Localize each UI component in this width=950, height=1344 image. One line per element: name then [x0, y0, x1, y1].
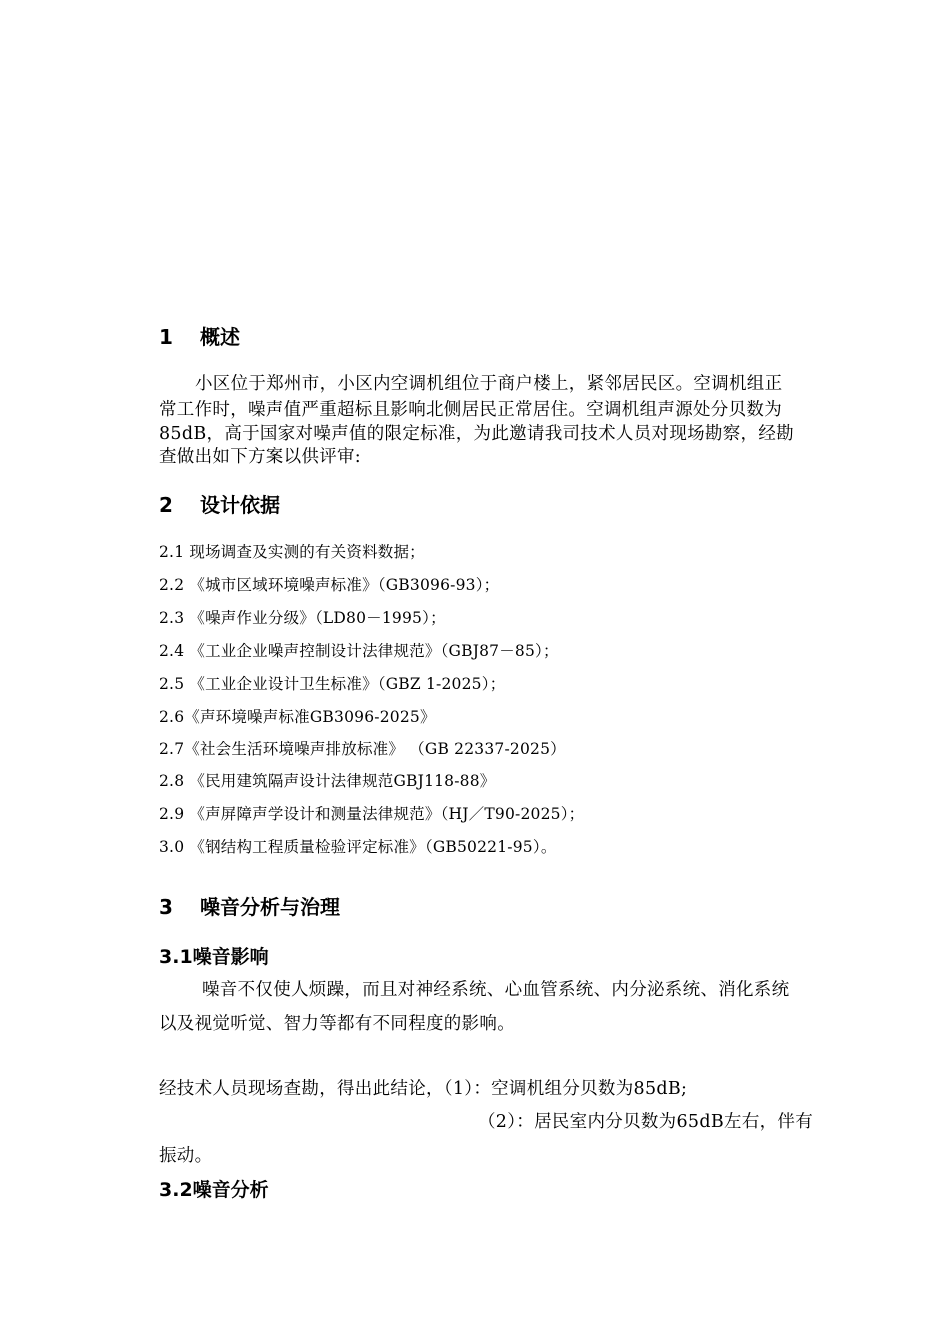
- subsection-3-1-heading: 3.1噪音影响: [159, 946, 269, 968]
- section-number: 3: [159, 895, 173, 919]
- paragraph-line: 噪音不仅使人烦躁，而且对神经系统、心血管系统、内分泌系统、消化系统: [202, 980, 790, 1000]
- paragraph-line: 常工作时，噪声值严重超标且影响北侧居民正常居住。空调机组声源处分贝数为: [159, 400, 782, 420]
- reference-item: 2.4 《工业企业噪声控制设计法律规范》（GBJ87－85）；: [159, 642, 559, 660]
- section-title: 概述: [199, 325, 240, 349]
- paragraph-line: 以及视觉听觉、智力等都有不同程度的影响。: [159, 1014, 515, 1034]
- section-2-heading: [159, 489, 280, 518]
- reference-item: 2.1 现场调查及实测的有关资料数据；: [159, 543, 425, 561]
- subsection-3-2-heading: 3.2噪音分析: [159, 1179, 269, 1201]
- section-1-heading: [159, 321, 240, 350]
- paragraph-line: 小区位于郑州市，小区内空调机组位于商户楼上，紧邻居民区。空调机组正: [195, 374, 783, 394]
- reference-item: 2.7《社会生活环境噪声排放标准》 （GB 22337-2025）: [159, 740, 566, 758]
- conclusion-line: （2）：居民室内分贝数为65dB左右，伴有: [478, 1112, 814, 1132]
- reference-item: 2.2 《城市区域环境噪声标准》（GB3096-93）；: [159, 576, 500, 594]
- reference-item: 3.0 《钢结构工程质量检验评定标准》（GB50221-95）。: [159, 838, 557, 856]
- section-number: 1: [159, 325, 173, 349]
- reference-item: 2.9 《声屏障声学设计和测量法律规范》（HJ／T90-2025）；: [159, 805, 585, 823]
- conclusion-line: 经技术人员现场查勘，得出此结论，（1）：空调机组分贝数为85dB;: [159, 1079, 688, 1099]
- reference-item: 2.5 《工业企业设计卫生标准》（GBZ 1-2025）；: [159, 675, 506, 693]
- reference-item: 2.8 《民用建筑隔声设计法律规范GBJ118-88》: [159, 772, 496, 790]
- paragraph-line: 查做出如下方案以供评审:: [159, 447, 361, 467]
- reference-item: 2.3 《噪声作业分级》（LD80－1995）；: [159, 609, 446, 627]
- section-title: 噪音分析与治理: [199, 895, 340, 919]
- conclusion-line: 振动。: [159, 1146, 213, 1166]
- section-title: 设计依据: [199, 493, 280, 517]
- section-3-heading: [159, 891, 340, 920]
- section-number: 2: [159, 493, 173, 517]
- paragraph-line: 85dB，高于国家对噪声值的限定标准，为此邀请我司技术人员对现场勘察，经勘: [159, 424, 794, 444]
- reference-item: 2.6《声环境噪声标准GB3096-2025》: [159, 708, 436, 726]
